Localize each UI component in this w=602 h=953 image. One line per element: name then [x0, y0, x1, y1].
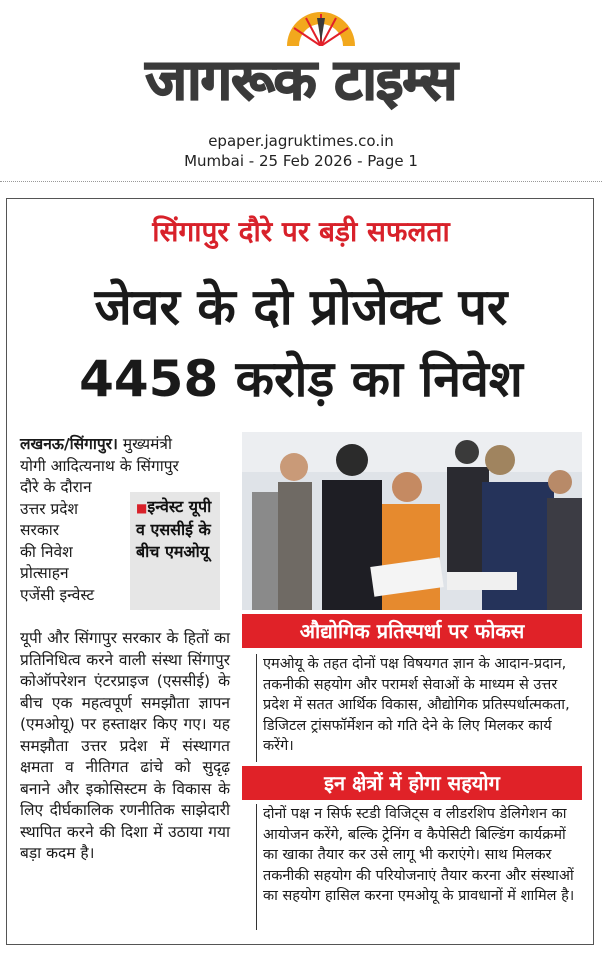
newspaper-name: जागरूक टाइम्स [145, 48, 457, 113]
intro-line: उत्तर प्रदेश [20, 499, 79, 518]
section-text: दोनों पक्ष न सिर्फ स्टडी विजिट्स व लीडरशिप डेलिगेशन का आयोजन करेंगे, बल्कि ट्रेनिंग व कैपेसिटी बिल्डिंग कार्यक्रमों का खाका तैयार कर उसे लागू भी कराएंगे। साथ मिलकर तकनीकी सहयोग की परियोजनाएं तैयार करना और संस्थाओं का सहयोग हासिल करना एमओयू के प्रावधानों में शामिल है। [256, 804, 582, 930]
intro-line: दौरे के दौरान [20, 478, 92, 496]
section-heading: औद्योगिक प्रतिस्पर्धा पर फोकस [242, 614, 582, 648]
pull-quote-box [130, 492, 220, 610]
headline-line-1: जेवर के दो प्रोजेक्ट पर [94, 278, 508, 336]
intro-first-word: मुख्यमंत्री [122, 435, 172, 453]
mou-signing-photo-icon [242, 432, 582, 610]
article-kicker: सिंगापुर दौरे पर बड़ी सफलता [152, 215, 450, 248]
masthead [0, 0, 602, 180]
article-body: यूपी और सिंगापुर सरकार के हितों का प्रतिनिधित्व करने वाली संस्था सिंगापुर कोऑपरेशन एंटरप्राइज (एससीई) के बीच एक महत्वपूर्ण समझौता ज्ञापन (एमओयू) पर हस्ताक्षर किए गए। यह समझौता उत्तर प्रदेश में संस्थागत क्षमता व नीतिगत ढांचे को सुदृढ़ बनाने और इकोसिस्टम के विकास के लिए दीर्घकालिक रणनीतिक साझेदारी स्थापित करने की दिशा में उठाया गया बड़ा कदम है। [20, 629, 230, 862]
intro-line: एजेंसी इन्वेस्ट [20, 585, 95, 604]
section-heading: इन क्षेत्रों में होगा सहयोग [242, 766, 582, 800]
news-photo [242, 432, 582, 610]
intro-line: की निवेश [20, 542, 73, 561]
pull-quote-text: इन्वेस्ट यूपी व एससीई के बीच एमओयू [136, 497, 212, 561]
headline-line-2: 4458 करोड़ का निवेश [79, 350, 523, 408]
edition-dateline: Mumbai - 25 Feb 2026 - Page 1 [184, 152, 418, 170]
intro-line: प्रोत्साहन [20, 564, 69, 582]
byline: लखनऊ/सिंगापुर। [20, 435, 118, 453]
square-bullet-icon: ■ [136, 501, 148, 515]
intro-line: योगी आदित्यनाथ के सिंगापुर [20, 456, 179, 475]
divider [0, 181, 602, 192]
intro-line: सरकार [20, 521, 60, 539]
intro-first-line [20, 434, 220, 456]
section-text: एमओयू के तहत दोनों पक्ष विषयगत ज्ञान के आदान-प्रदान, तकनीकी सहयोग और परामर्श सेवाओं के माध्यम से उत्तर प्रदेश में सतत आर्थिक विकास, औद्योगिक प्रतिस्पर्धात्मकता, डिजिटल ट्रांसफॉर्मेशन को गति देने के लिए मिलकर कार्य करेंगे। [256, 654, 582, 762]
epaper-url[interactable]: epaper.jagruktimes.co.in [208, 132, 394, 150]
